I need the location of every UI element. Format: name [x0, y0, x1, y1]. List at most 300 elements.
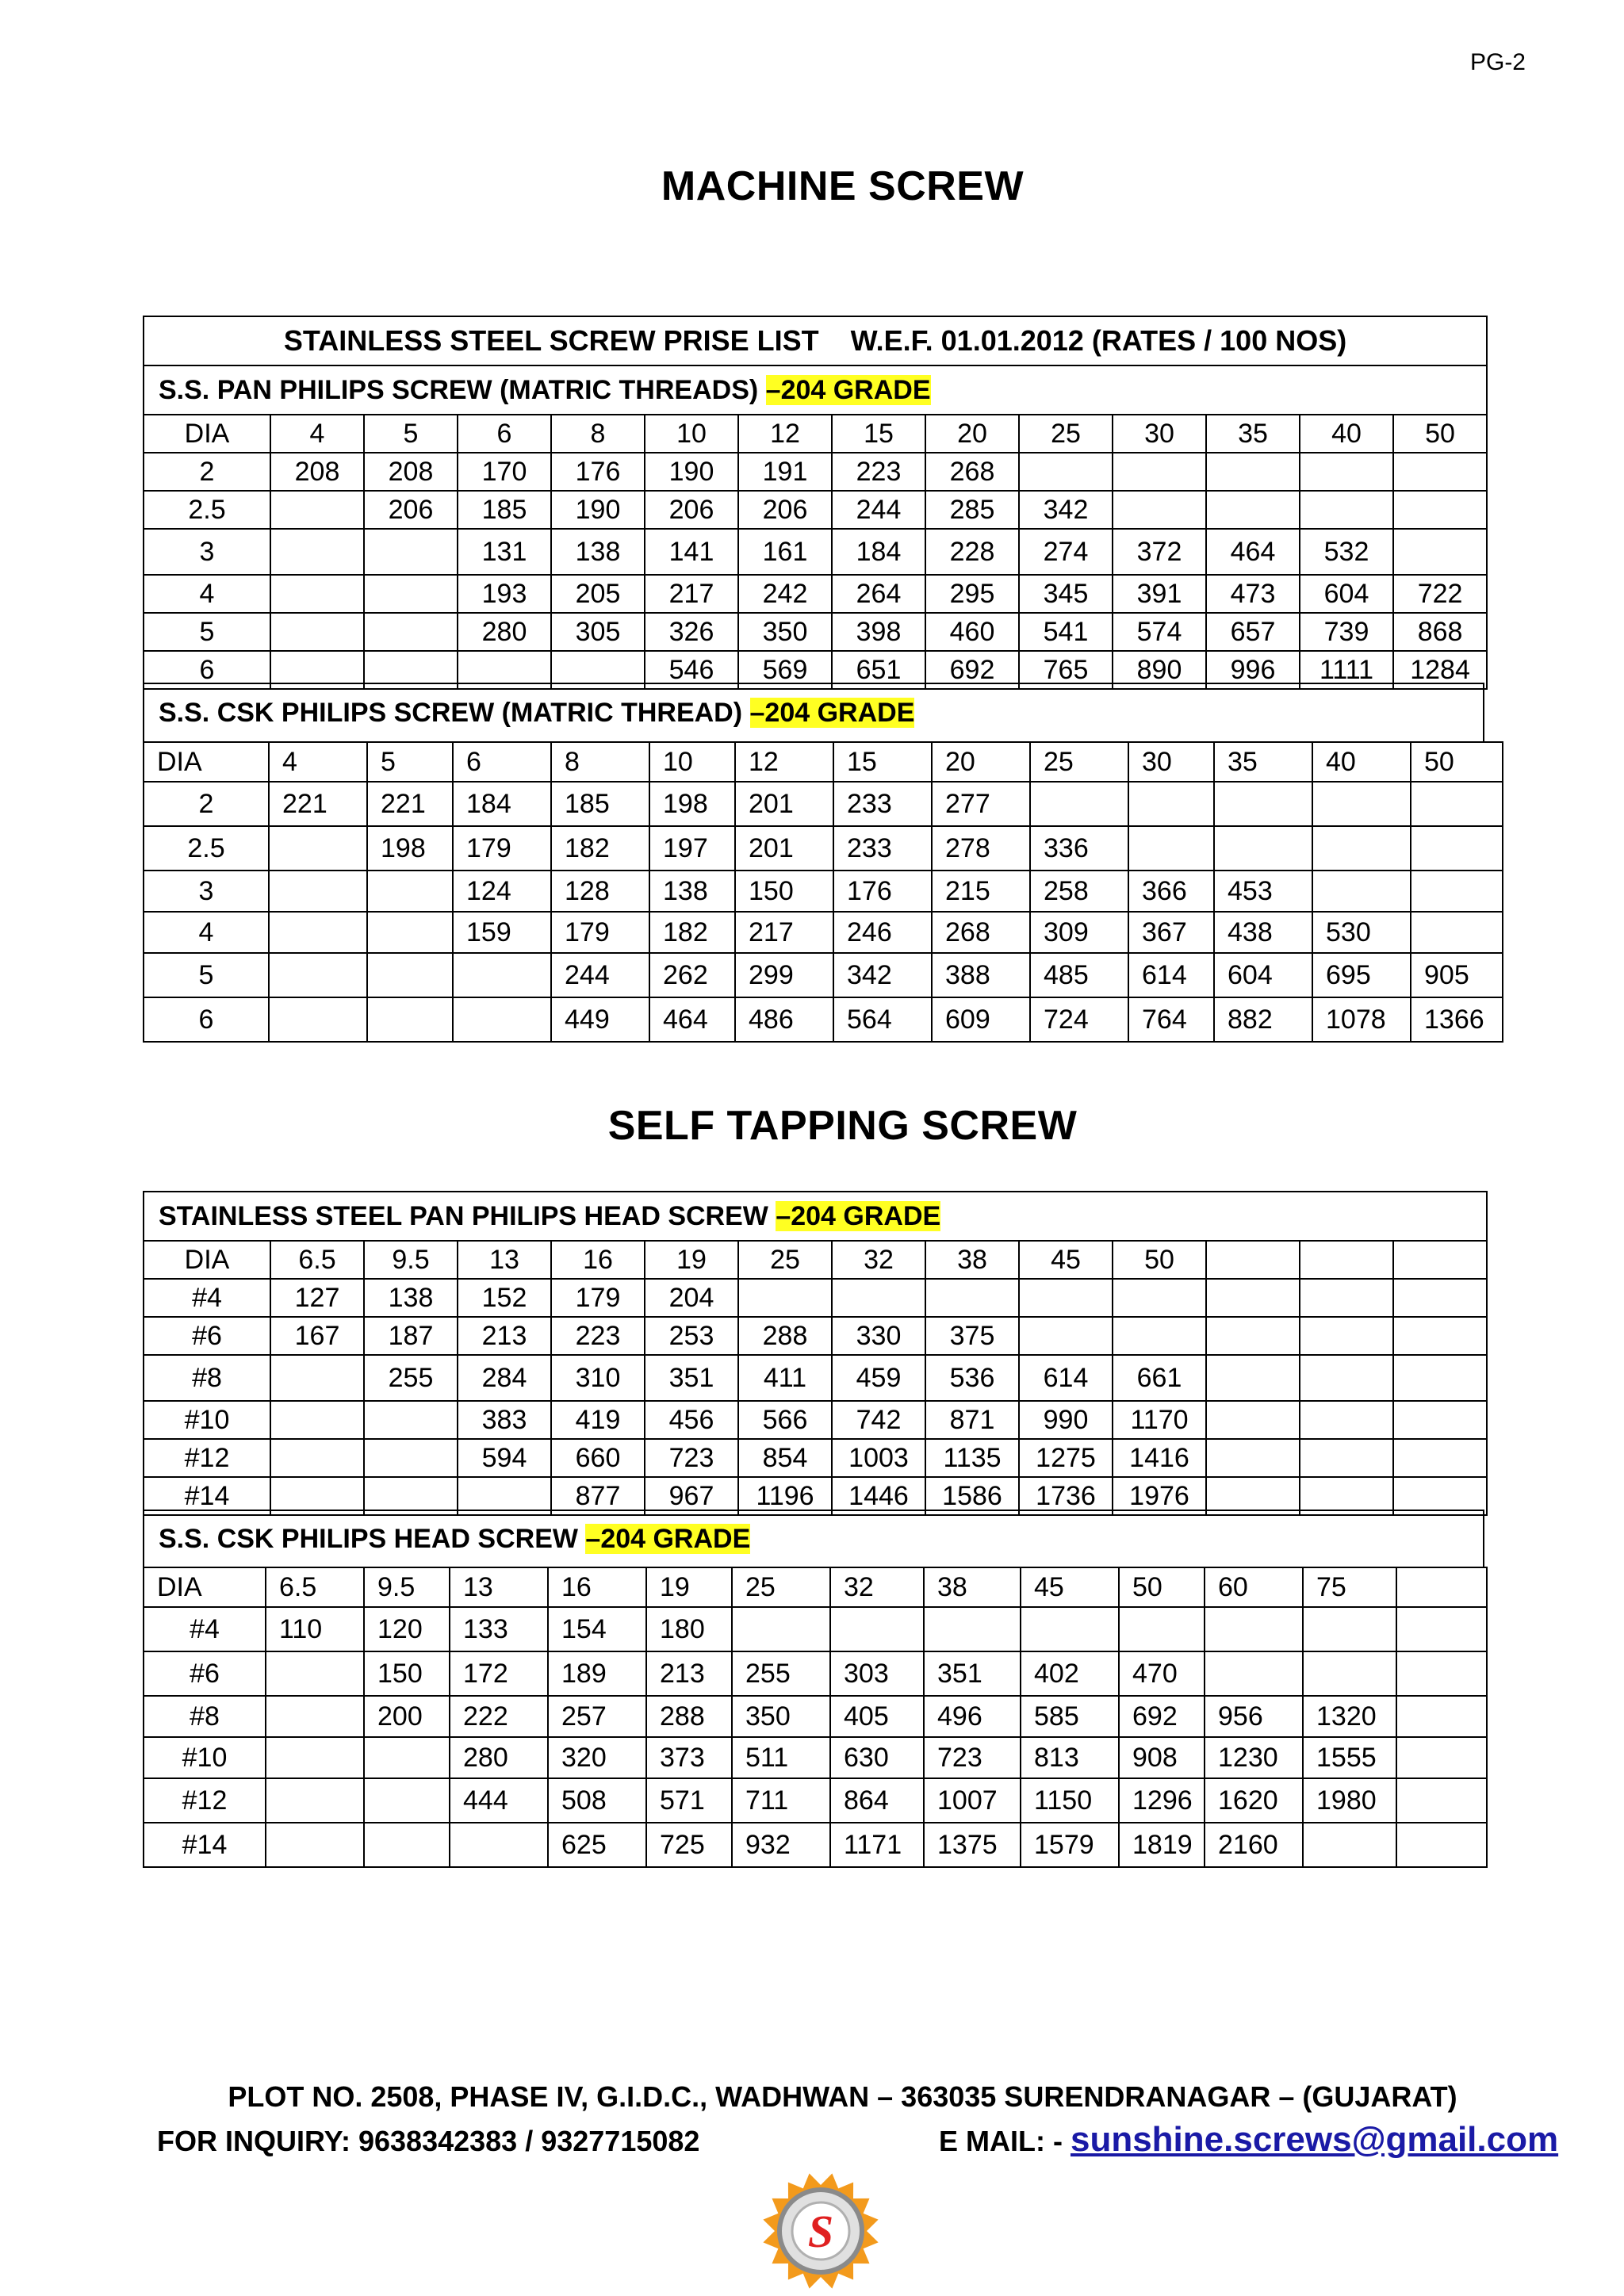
price-cell	[1300, 1401, 1393, 1439]
email-link[interactable]: sunshine.screws@gmail.com	[1070, 2120, 1559, 2159]
price-cell: 956	[1205, 1696, 1303, 1737]
price-cell	[364, 1737, 450, 1778]
st-csk-table	[143, 1567, 1488, 1868]
price-cell: 723	[924, 1737, 1021, 1778]
price-cell: 179	[551, 912, 649, 953]
price-cell	[1119, 1607, 1205, 1651]
price-cell	[269, 912, 367, 953]
price-cell: 541	[1019, 613, 1113, 651]
dia-cell: #14	[144, 1823, 266, 1867]
price-cell: 205	[551, 575, 645, 613]
price-cell	[1303, 1651, 1396, 1696]
table-row	[144, 782, 1503, 826]
table-row	[144, 953, 1503, 997]
price-cell: 221	[269, 782, 367, 826]
table-row	[144, 613, 1487, 651]
company-logo	[756, 2171, 885, 2291]
header-cell	[1300, 1241, 1393, 1279]
price-cell: 908	[1119, 1737, 1205, 1778]
price-cell: 124	[453, 871, 551, 912]
price-cell: 405	[830, 1696, 924, 1737]
dia-cell: 5	[144, 613, 270, 651]
table-row	[144, 1317, 1487, 1355]
table-row	[144, 1607, 1487, 1651]
price-cell: 305	[551, 613, 645, 651]
price-cell	[830, 1607, 924, 1651]
price-cell	[367, 912, 453, 953]
dia-cell: 3	[144, 529, 270, 575]
price-cell: 150	[735, 871, 833, 912]
price-cell: 133	[450, 1607, 548, 1651]
email-label: E MAIL: -	[939, 2125, 1071, 2157]
price-cell: 1579	[1021, 1823, 1119, 1867]
price-cell: 402	[1021, 1651, 1119, 1696]
price-cell: 724	[1030, 997, 1128, 1042]
header-cell: 12	[738, 415, 832, 453]
price-cell: 138	[364, 1279, 458, 1317]
table-row	[144, 453, 1487, 491]
price-cell: 208	[364, 453, 458, 491]
price-cell	[270, 575, 364, 613]
price-cell: 1284	[1393, 651, 1487, 689]
price-cell: 496	[924, 1696, 1021, 1737]
price-cell: 110	[266, 1607, 364, 1651]
price-cell: 138	[649, 871, 735, 912]
price-cell: 198	[649, 782, 735, 826]
price-cell: 660	[551, 1439, 645, 1477]
price-cell	[266, 1651, 364, 1696]
header-cell: 35	[1206, 415, 1300, 453]
price-cell: 1976	[1113, 1477, 1206, 1515]
header-cell	[1396, 1567, 1487, 1607]
price-cell	[924, 1607, 1021, 1651]
st-csk-section-label	[144, 1510, 1484, 1567]
price-cell: 411	[738, 1355, 832, 1401]
price-cell	[1019, 453, 1113, 491]
price-cell	[266, 1737, 364, 1778]
price-cell: 564	[833, 997, 932, 1042]
price-cell	[925, 1279, 1019, 1317]
price-cell: 222	[450, 1696, 548, 1737]
price-cell: 1819	[1119, 1823, 1205, 1867]
price-cell: 200	[364, 1696, 450, 1737]
price-cell	[367, 953, 453, 997]
header-cell	[1206, 1241, 1300, 1279]
price-cell: 184	[832, 529, 925, 575]
price-cell: 1366	[1411, 997, 1503, 1042]
header-cell: 30	[1113, 415, 1206, 453]
price-cell	[1214, 826, 1312, 871]
header-cell: 40	[1300, 415, 1393, 453]
price-cell: 864	[830, 1778, 924, 1823]
price-cell	[1206, 1279, 1300, 1317]
price-cell: 692	[1119, 1696, 1205, 1737]
footer-email-line	[939, 2120, 1558, 2160]
header-cell: 75	[1303, 1567, 1396, 1607]
price-cell: 1230	[1205, 1737, 1303, 1778]
pan-section-label	[144, 365, 1487, 415]
dia-cell: 6	[144, 651, 270, 689]
price-cell: 711	[732, 1778, 830, 1823]
machine-screw-heading: MACHINE SCREW	[661, 163, 1025, 209]
price-cell: 453	[1214, 871, 1312, 912]
price-cell: 996	[1206, 651, 1300, 689]
header-cell: 16	[551, 1241, 645, 1279]
price-cell: 1170	[1113, 1401, 1206, 1439]
price-cell: 373	[646, 1737, 732, 1778]
price-cell: 299	[735, 953, 833, 997]
header-cell	[1393, 1241, 1487, 1279]
price-cell	[269, 997, 367, 1042]
table-row	[144, 1823, 1487, 1867]
st-pan-section-text: STAINLESS STEEL PAN PHILIPS HEAD SCREW	[159, 1200, 776, 1231]
price-cell: 571	[646, 1778, 732, 1823]
price-cell: 459	[832, 1355, 925, 1401]
price-cell: 131	[458, 529, 551, 575]
price-cell: 967	[645, 1477, 738, 1515]
price-cell: 277	[932, 782, 1030, 826]
grade-highlight: –204 GRADE	[585, 1523, 751, 1554]
dia-cell: 6	[144, 997, 269, 1042]
dia-cell: #6	[144, 1651, 266, 1696]
price-cell: 486	[735, 997, 833, 1042]
price-cell: 990	[1019, 1401, 1113, 1439]
price-cell	[453, 953, 551, 997]
price-cell	[1300, 491, 1393, 529]
header-cell: 35	[1214, 742, 1312, 782]
price-cell	[1206, 1401, 1300, 1439]
price-cell: 367	[1128, 912, 1214, 953]
header-cell: 38	[924, 1567, 1021, 1607]
table-row	[144, 1401, 1487, 1439]
price-cell	[1206, 1355, 1300, 1401]
footer-address: PLOT NO. 2508, PHASE IV, G.I.D.C., WADHWAN – 363035 SURENDRANAGAR – (GUJARAT)	[228, 2080, 1457, 2113]
price-cell	[1030, 782, 1128, 826]
dia-cell: #10	[144, 1401, 270, 1439]
price-cell: 223	[832, 453, 925, 491]
price-cell: 190	[645, 453, 738, 491]
price-cell	[364, 1823, 450, 1867]
price-cell: 303	[830, 1651, 924, 1696]
header-cell: 20	[925, 415, 1019, 453]
price-cell: 179	[551, 1279, 645, 1317]
price-cell: 470	[1119, 1651, 1205, 1696]
price-cell: 345	[1019, 575, 1113, 613]
price-cell: 2160	[1205, 1823, 1303, 1867]
table-row	[144, 529, 1487, 575]
header-cell: 50	[1113, 1241, 1206, 1279]
header-cell: 32	[830, 1567, 924, 1607]
header-row	[144, 415, 1487, 453]
price-cell: 569	[738, 651, 832, 689]
price-cell	[1021, 1607, 1119, 1651]
price-cell: 536	[925, 1355, 1019, 1401]
header-cell: 6.5	[270, 1241, 364, 1279]
price-cell	[1303, 1823, 1396, 1867]
price-cell: 330	[832, 1317, 925, 1355]
price-cell: 1320	[1303, 1696, 1396, 1737]
price-cell: 213	[646, 1651, 732, 1696]
table-row	[144, 1439, 1487, 1477]
price-cell: 1135	[925, 1439, 1019, 1477]
page-number: PG-2	[1469, 49, 1526, 75]
header-cell: DIA	[144, 742, 269, 782]
header-cell: 8	[551, 742, 649, 782]
price-cell	[1396, 1823, 1487, 1867]
price-cell: 176	[833, 871, 932, 912]
price-cell	[266, 1778, 364, 1823]
price-cell: 233	[833, 782, 932, 826]
header-cell: 4	[270, 415, 364, 453]
machine-pan-table	[143, 316, 1488, 690]
self-tapping-pan-table	[143, 1191, 1488, 1516]
dia-cell: 5	[144, 953, 269, 997]
price-cell: 350	[738, 613, 832, 651]
price-cell	[1300, 1355, 1393, 1401]
machine-csk-table	[143, 741, 1503, 1043]
price-cell: 1446	[832, 1477, 925, 1515]
price-cell: 170	[458, 453, 551, 491]
price-cell: 695	[1312, 953, 1411, 997]
price-cell: 723	[645, 1439, 738, 1477]
price-cell: 280	[458, 613, 551, 651]
header-cell: DIA	[144, 1567, 266, 1607]
table-row	[144, 1279, 1487, 1317]
dia-cell: 2.5	[144, 491, 270, 529]
price-cell: 141	[645, 529, 738, 575]
price-cell	[270, 613, 364, 651]
dia-cell: #4	[144, 1607, 266, 1651]
price-cell	[1393, 453, 1487, 491]
price-cell: 546	[645, 651, 738, 689]
price-cell	[738, 1279, 832, 1317]
price-cell: 215	[932, 871, 1030, 912]
price-cell	[269, 953, 367, 997]
header-cell: 10	[645, 415, 738, 453]
header-cell: 12	[735, 742, 833, 782]
price-cell	[1393, 1355, 1487, 1401]
header-cell: 19	[645, 1241, 738, 1279]
price-cell	[1205, 1651, 1303, 1696]
header-cell: 5	[367, 742, 453, 782]
price-cell: 193	[458, 575, 551, 613]
price-cell: 566	[738, 1401, 832, 1439]
header-cell: 13	[450, 1567, 548, 1607]
price-cell: 739	[1300, 613, 1393, 651]
header-cell: 38	[925, 1241, 1019, 1279]
price-cell: 609	[932, 997, 1030, 1042]
price-cell	[453, 997, 551, 1042]
dia-cell: #12	[144, 1439, 270, 1477]
price-cell: 932	[732, 1823, 830, 1867]
price-cell	[1396, 1737, 1487, 1778]
header-cell: 5	[364, 415, 458, 453]
price-cell: 630	[830, 1737, 924, 1778]
dia-cell: #4	[144, 1279, 270, 1317]
price-cell: 530	[1312, 912, 1411, 953]
price-cell: 179	[453, 826, 551, 871]
header-cell: 6	[453, 742, 551, 782]
price-cell: 197	[649, 826, 735, 871]
price-cell: 274	[1019, 529, 1113, 575]
price-cell: 208	[270, 453, 364, 491]
price-cell	[1393, 1317, 1487, 1355]
price-cell	[270, 491, 364, 529]
price-cell	[1396, 1607, 1487, 1651]
price-cell: 180	[646, 1607, 732, 1651]
price-cell: 262	[649, 953, 735, 997]
price-cell	[364, 1778, 450, 1823]
price-cell: 464	[1206, 529, 1300, 575]
price-cell	[1206, 1439, 1300, 1477]
price-cell	[1019, 1279, 1113, 1317]
dia-cell: 4	[144, 912, 269, 953]
price-cell	[1393, 1439, 1487, 1477]
price-cell: 725	[646, 1823, 732, 1867]
price-cell: 213	[458, 1317, 551, 1355]
price-cell: 223	[551, 1317, 645, 1355]
price-cell: 351	[645, 1355, 738, 1401]
price-cell: 438	[1214, 912, 1312, 953]
price-cell: 244	[832, 491, 925, 529]
grade-highlight: –204 GRADE	[776, 1200, 941, 1231]
table-row	[144, 491, 1487, 529]
price-cell: 1555	[1303, 1737, 1396, 1778]
price-cell	[1411, 826, 1503, 871]
table-row	[144, 575, 1487, 613]
price-cell: 651	[832, 651, 925, 689]
price-cell: 161	[738, 529, 832, 575]
dia-cell: 2	[144, 453, 270, 491]
price-cell	[1396, 1696, 1487, 1737]
price-cell: 278	[932, 826, 1030, 871]
price-cell	[1303, 1607, 1396, 1651]
price-cell: 1007	[924, 1778, 1021, 1823]
header-cell: 6	[458, 415, 551, 453]
price-cell: 342	[1019, 491, 1113, 529]
price-cell	[1411, 871, 1503, 912]
price-cell: 258	[1030, 871, 1128, 912]
table-row	[144, 826, 1503, 871]
price-cell	[1206, 1317, 1300, 1355]
grade-highlight: –204 GRADE	[749, 697, 915, 728]
price-cell: 242	[738, 575, 832, 613]
price-cell	[266, 1696, 364, 1737]
price-cell: 191	[738, 453, 832, 491]
footer-inquiry: FOR INQUIRY: 9638342383 / 9327715082	[157, 2125, 700, 2157]
price-cell: 585	[1021, 1696, 1119, 1737]
price-cell: 167	[270, 1317, 364, 1355]
price-cell: 604	[1300, 575, 1393, 613]
price-cell: 614	[1019, 1355, 1113, 1401]
header-cell: 50	[1411, 742, 1503, 782]
price-cell: 182	[551, 826, 649, 871]
dia-cell: #14	[144, 1477, 270, 1515]
header-cell: 9.5	[364, 1241, 458, 1279]
header-cell: 30	[1128, 742, 1214, 782]
header-row	[144, 742, 1503, 782]
header-cell: 16	[548, 1567, 646, 1607]
st-csk-section-text: S.S. CSK PHILIPS HEAD SCREW	[159, 1523, 586, 1554]
price-cell	[1393, 1279, 1487, 1317]
price-cell: 206	[645, 491, 738, 529]
header-cell: 40	[1312, 742, 1411, 782]
price-cell	[1300, 453, 1393, 491]
pan-section-text: S.S. PAN PHILIPS SCREW (MATRIC THREADS)	[159, 374, 766, 405]
price-cell: 511	[732, 1737, 830, 1778]
table-row	[144, 1355, 1487, 1401]
price-cell	[1411, 782, 1503, 826]
header-cell: 25	[732, 1567, 830, 1607]
price-cell: 204	[645, 1279, 738, 1317]
price-cell: 185	[551, 782, 649, 826]
header-cell: 9.5	[364, 1567, 450, 1607]
header-cell: 8	[551, 415, 645, 453]
price-cell: 268	[925, 453, 1019, 491]
price-cell: 253	[645, 1317, 738, 1355]
price-cell: 1375	[924, 1823, 1021, 1867]
price-cell: 508	[548, 1778, 646, 1823]
price-cell: 206	[364, 491, 458, 529]
header-cell: 45	[1019, 1241, 1113, 1279]
price-cell	[1393, 491, 1487, 529]
price-cell: 692	[925, 651, 1019, 689]
price-cell: 1980	[1303, 1778, 1396, 1823]
price-cell: 871	[925, 1401, 1019, 1439]
price-cell	[270, 1401, 364, 1439]
price-cell	[450, 1823, 548, 1867]
price-cell	[364, 529, 458, 575]
price-cell: 372	[1113, 529, 1206, 575]
price-cell: 198	[367, 826, 453, 871]
price-cell: 264	[832, 575, 925, 613]
price-cell: 309	[1030, 912, 1128, 953]
header-cell: 32	[832, 1241, 925, 1279]
price-cell: 1196	[738, 1477, 832, 1515]
price-cell: 722	[1393, 575, 1487, 613]
price-cell: 280	[450, 1737, 548, 1778]
price-cell: 1150	[1021, 1778, 1119, 1823]
price-cell: 336	[1030, 826, 1128, 871]
price-cell: 1416	[1113, 1439, 1206, 1477]
price-cell: 201	[735, 826, 833, 871]
price-cell: 351	[924, 1651, 1021, 1696]
header-cell: 15	[833, 742, 932, 782]
price-cell: 1111	[1300, 651, 1393, 689]
header-cell: 50	[1393, 415, 1487, 453]
price-cell: 127	[270, 1279, 364, 1317]
price-cell: 1078	[1312, 997, 1411, 1042]
header-cell: 60	[1205, 1567, 1303, 1607]
table-row	[144, 1651, 1487, 1696]
price-cell: 444	[450, 1778, 548, 1823]
price-cell	[1019, 1317, 1113, 1355]
price-list-title: STAINLESS STEEL SCREW PRISE LIST W.E.F. 01.01.2012 (RATES / 100 NOS)	[144, 316, 1487, 365]
price-cell: 854	[738, 1439, 832, 1477]
st-csk-title-table	[143, 1510, 1484, 1568]
header-cell: 4	[269, 742, 367, 782]
price-cell	[1113, 1317, 1206, 1355]
price-cell	[1113, 453, 1206, 491]
price-cell: 1586	[925, 1477, 1019, 1515]
header-cell: DIA	[144, 1241, 270, 1279]
csk-section-label	[144, 683, 1484, 742]
logo-letter: S	[807, 2206, 834, 2257]
header-cell: 10	[649, 742, 735, 782]
price-cell: 233	[833, 826, 932, 871]
price-cell: 201	[735, 782, 833, 826]
price-cell: 1296	[1119, 1778, 1205, 1823]
